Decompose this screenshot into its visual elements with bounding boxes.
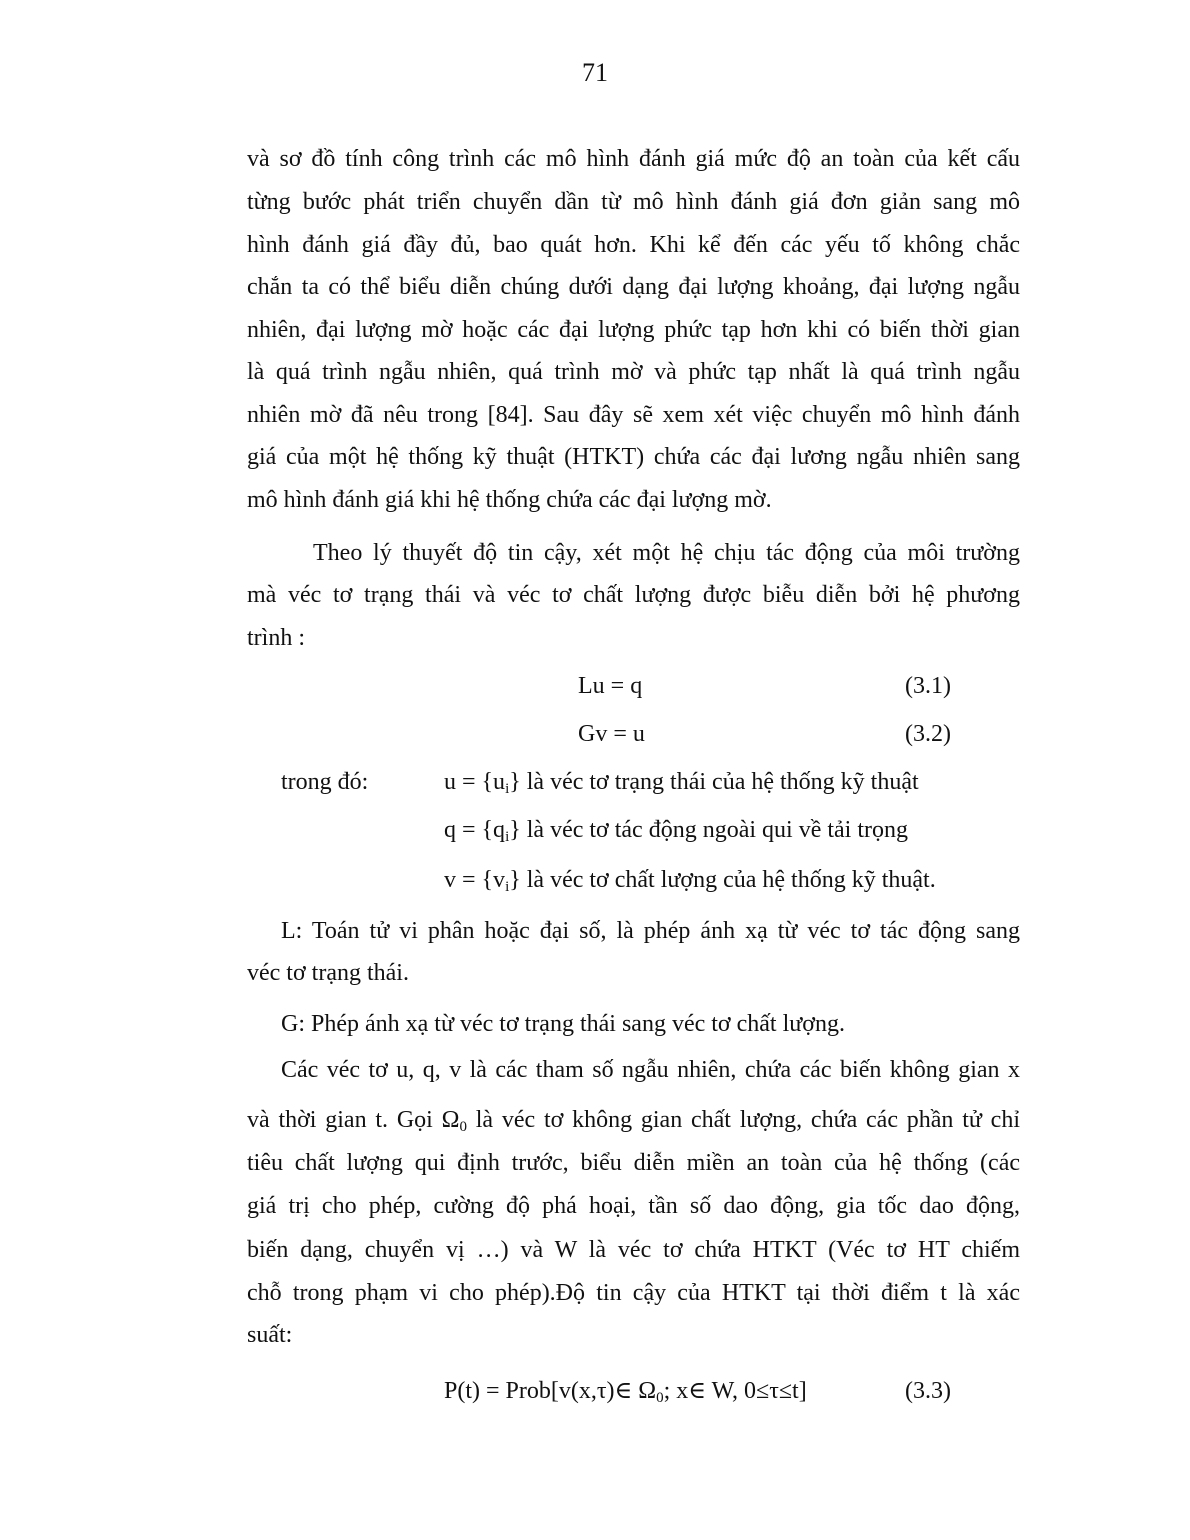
definition-u: $u = \{u_i\}$ là véc tơ trạng thái của hệ thống kỹ thuật — [444, 769, 919, 797]
equation-3-1: Lu = q — [578, 673, 643, 699]
definition-v: $v = \{v_i\}$ là véc tơ chất lượng của hệ thống kỹ thuật. — [444, 867, 936, 895]
paragraph-line: và thời gian t. Gọi $\Omega_0$ là véc tơ không gian chất lượng, chứa các phần tử chỉ — [247, 1107, 1020, 1135]
paragraph-line: nhiên, đại lượng mờ hoặc các đại lượng phức tạp hơn khi có biến thời gian — [247, 317, 1020, 343]
paragraph-line: trình : — [247, 625, 305, 651]
paragraph-line: biến dạng, chuyển vị …) và W là véc tơ chứa HTKT (Véc tơ HT chiếm — [247, 1237, 1020, 1263]
paragraph-line: và sơ đồ tính công trình các mô hình đánh giá mức độ an toàn của kết cấu — [247, 146, 1020, 172]
paragraph-line: hình đánh giá đầy đủ, bao quát hơn. Khi kể đến các yếu tố không chắc — [247, 232, 1020, 258]
equation-number: (3.2) — [905, 721, 951, 747]
definition-q: $q = \{q_i\}$ là véc tơ tác động ngoài qui về tải trọng — [444, 817, 908, 845]
equation-number: (3.3) — [905, 1378, 951, 1404]
paragraph-line: giá của một hệ thống kỹ thuật (HTKT) chứa các đại lương ngẫu nhiên sang — [247, 444, 1020, 470]
paragraph-line: từng bước phát triển chuyển dần từ mô hình đánh giá đơn giản sang mô — [247, 189, 1020, 215]
paragraph-line: suất: — [247, 1322, 293, 1348]
paragraph-line: tiêu chất lượng qui định trước, biểu diễn miền an toàn của hệ thống (các — [247, 1150, 1020, 1176]
paragraph-line: chắn ta có thể biểu diễn chúng dưới dạng đại lượng khoảng, đại lượng ngẫu — [247, 274, 1020, 300]
equation-3-2: Gv = u — [578, 721, 645, 747]
paragraph-line: mà véc tơ trạng thái và véc tơ chất lượng được biễu diễn bởi hệ phương — [247, 582, 1020, 608]
equation-3-3: P(t) = Prob[v(x,τ)∈ $\Omega_0$; x∈ W, 0≤τ≤t] — [444, 1378, 807, 1406]
paragraph-line: nhiên mờ đã nêu trong [84]. Sau đây sẽ xem xét việc chuyển mô hình đánh — [247, 402, 1020, 428]
L-definition-line: véc tơ trạng thái. — [247, 960, 409, 986]
page-number: 71 — [582, 58, 608, 87]
equation-number: (3.1) — [905, 673, 951, 699]
L-definition-line: L: Toán tử vi phân hoặc đại số, là phép ánh xạ từ véc tơ tác động sang — [281, 918, 1020, 944]
paragraph-line: chỗ trong phạm vi cho phép).Độ tin cậy của HTKT tại thời điểm t là xác — [247, 1280, 1020, 1306]
paragraph-line: Theo lý thuyết độ tin cậy, xét một hệ chịu tác động của môi trường — [313, 540, 1020, 566]
paragraph-line: mô hình đánh giá khi hệ thống chứa các đại lượng mờ. — [247, 487, 772, 513]
paragraph-line: là quá trình ngẫu nhiên, quá trình mờ và phức tạp nhất là quá trình ngẫu — [247, 359, 1020, 385]
where-label: trong đó: — [281, 769, 369, 795]
paragraph-line: giá trị cho phép, cường độ phá hoại, tần số dao động, gia tốc dao động, — [247, 1193, 1020, 1219]
paragraph-line: Các véc tơ u, q, v là các tham số ngẫu nhiên, chứa các biến không gian x — [281, 1057, 1020, 1083]
G-definition: G: Phép ánh xạ từ véc tơ trạng thái sang véc tơ chất lượng. — [281, 1011, 845, 1037]
